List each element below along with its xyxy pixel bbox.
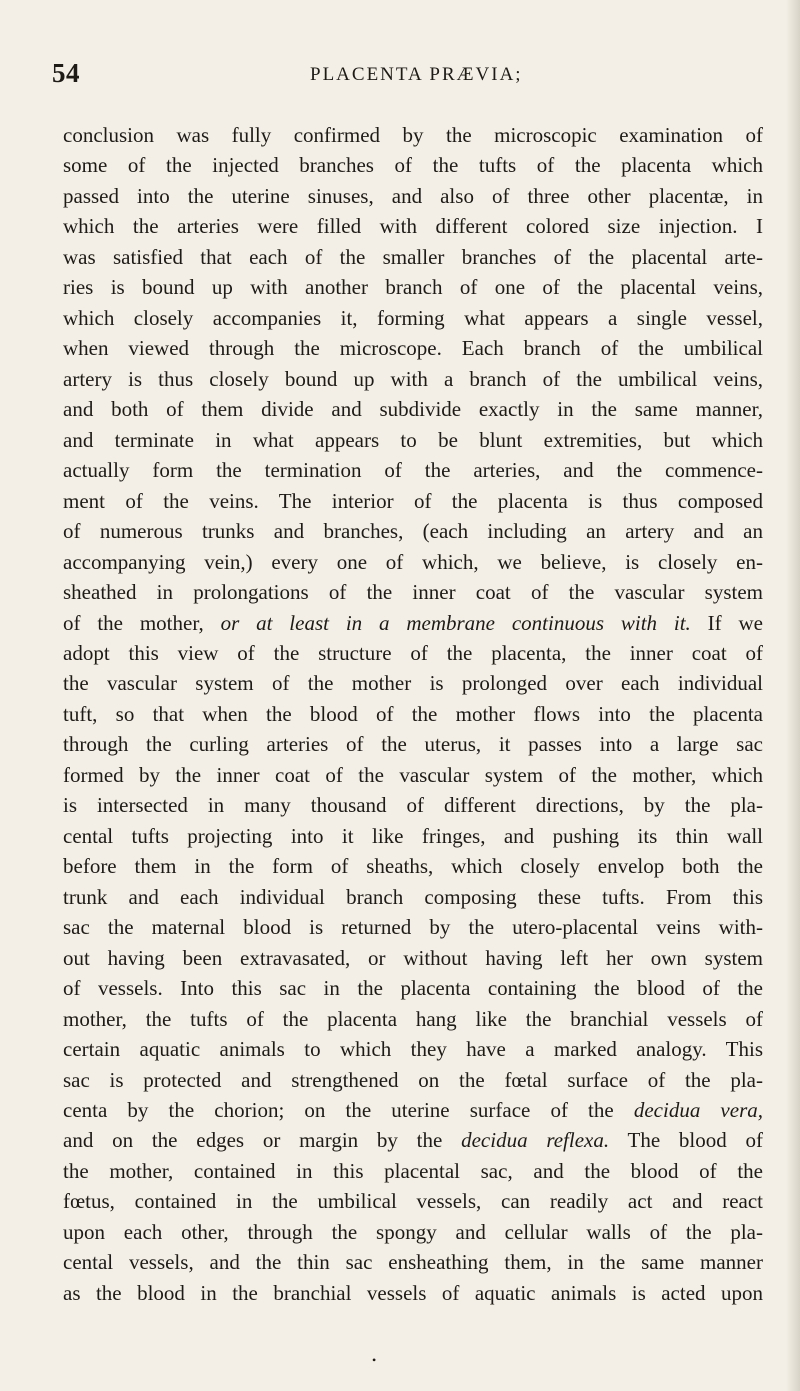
text-segment: conclusion was fully confirmed by the microscopic examination of — [63, 123, 763, 147]
text-line — [63, 1186, 763, 1216]
text-segment: cental tufts projecting into it like fringes, and pushing its thin wall — [63, 823, 763, 848]
text-line — [63, 1004, 763, 1034]
italic-segment: decidua vera, — [633, 1098, 764, 1122]
text-line — [63, 1278, 763, 1308]
text-line — [63, 1217, 763, 1247]
text-line — [63, 364, 763, 394]
text-segment: cental vessels, and the thin sac ensheathing them, in the same manner — [63, 1250, 763, 1275]
text-segment: before them in the form of sheaths, which closely envelop both the — [63, 854, 763, 879]
text-line — [63, 120, 763, 150]
text-line — [63, 699, 763, 729]
text-line — [63, 516, 763, 546]
text-segment: of numerous trunks and branches, (each including an artery and an — [63, 519, 763, 544]
text-line — [63, 547, 763, 577]
text-segment: was satisfied that each of the smaller branches of the placental arte- — [63, 244, 763, 269]
page-header — [52, 58, 752, 98]
text-line — [63, 1065, 763, 1095]
text-segment: the vascular system of the mother is prolonged over each individual — [63, 671, 763, 696]
text-line — [63, 943, 763, 973]
text-line — [63, 668, 763, 698]
text-segment: The blood of — [609, 1128, 763, 1153]
text-line — [63, 638, 763, 668]
text-segment: as the blood in the branchial vessels of aquatic animals is acted upon — [63, 1280, 763, 1305]
text-segment: tuft, so that when the blood of the mother flows into the placenta — [63, 701, 763, 726]
text-line — [63, 1156, 763, 1186]
text-line — [63, 577, 763, 607]
text-segment: the mother, contained in this placental sac, and the blood of the — [63, 1158, 763, 1183]
text-line — [63, 303, 763, 333]
text-line — [63, 912, 763, 942]
text-segment: which closely accompanies it, forming what appears a single vessel, — [63, 305, 763, 330]
text-line — [63, 455, 763, 485]
text-line — [63, 851, 763, 881]
text-line — [63, 333, 763, 363]
text-line — [63, 790, 763, 820]
text-segment: sac the maternal blood is returned by the utero-placental veins with- — [63, 915, 763, 940]
text-line — [63, 425, 763, 455]
text-line — [63, 1125, 763, 1155]
text-segment: actually form the termination of the arteries, and the commence- — [63, 458, 763, 483]
text-segment: through the curling arteries of the uterus, it passes into a large sac — [63, 732, 763, 757]
text-segment: sheathed in prolongations of the inner coat of the vascular system — [63, 580, 763, 605]
text-segment: is intersected in many thousand of different directions, by the pla- — [63, 793, 763, 818]
text-segment: when viewed through the microscope. Each branch of the umbilical — [63, 336, 763, 361]
text-segment: sac is protected and strengthened on the fœtal surface of the pla- — [63, 1067, 763, 1092]
text-segment: and on the edges or margin by the — [63, 1128, 462, 1153]
text-line — [63, 760, 763, 790]
text-line — [63, 181, 763, 211]
text-segment: and both of them divide and subdivide exactly in the same manner, — [63, 397, 763, 422]
text-segment: out having been extravasated, or without having left her own system — [63, 945, 763, 970]
text-segment: centa by the chorion; on the uterine surface of the — [63, 1098, 634, 1122]
text-line — [63, 242, 763, 272]
text-line — [63, 608, 763, 638]
text-line — [63, 150, 763, 180]
text-segment: passed into the uterine sinuses, and also of three other placentæ, in — [63, 183, 763, 208]
text-segment: If we — [690, 610, 763, 635]
italic-segment: decidua reflexa. — [461, 1128, 610, 1153]
body-paragraph — [63, 120, 763, 1308]
text-line — [63, 1034, 763, 1064]
text-line — [63, 211, 763, 241]
text-segment: adopt this view of the structure of the placenta, the inner coat of — [63, 640, 763, 665]
text-segment: accompanying vein,) every one of which, we believe, is closely en- — [63, 549, 763, 574]
text-segment: of vessels. Into this sac in the placenta containing the blood of the — [63, 976, 763, 1001]
text-segment: of the mother, — [63, 610, 221, 635]
text-segment: ries is bound up with another branch of one of the placental veins, — [63, 275, 763, 300]
text-line — [63, 729, 763, 759]
text-segment: formed by the inner coat of the vascular system of the mother, which — [63, 762, 763, 787]
text-segment: trunk and each individual branch composing these tufts. From this — [63, 884, 763, 909]
text-line — [63, 973, 763, 1003]
text-line — [63, 394, 763, 424]
text-segment: fœtus, contained in the umbilical vessels, can readily act and react — [63, 1189, 763, 1214]
footer-mark: • — [372, 1353, 377, 1367]
text-segment: some of the injected branches of the tufts of the placenta which — [63, 153, 763, 178]
text-line — [63, 486, 763, 516]
text-segment: artery is thus closely bound up with a branch of the umbilical veins, — [63, 366, 763, 391]
text-segment: upon each other, through the spongy and cellular walls of the pla- — [63, 1219, 763, 1244]
page-edge-shadow — [786, 0, 800, 1391]
text-line — [63, 1095, 763, 1125]
text-segment: and terminate in what appears to be blunt extremities, but which — [63, 427, 763, 452]
text-line — [63, 821, 763, 851]
text-line — [63, 1247, 763, 1277]
text-segment: ment of the veins. The interior of the placenta is thus composed — [63, 488, 763, 513]
text-segment: which the arteries were filled with different colored size injection. I — [63, 214, 763, 239]
running-head: PLACENTA PRÆVIA; — [310, 64, 523, 85]
italic-segment: or at least in a membrane continuous with it. — [220, 610, 691, 635]
text-line — [63, 272, 763, 302]
text-segment: certain aquatic animals to which they have a marked analogy. This — [63, 1037, 763, 1062]
page-number: 54 — [52, 58, 80, 88]
text-segment: mother, the tufts of the placenta hang like the branchial vessels of — [63, 1006, 763, 1031]
text-line — [63, 882, 763, 912]
